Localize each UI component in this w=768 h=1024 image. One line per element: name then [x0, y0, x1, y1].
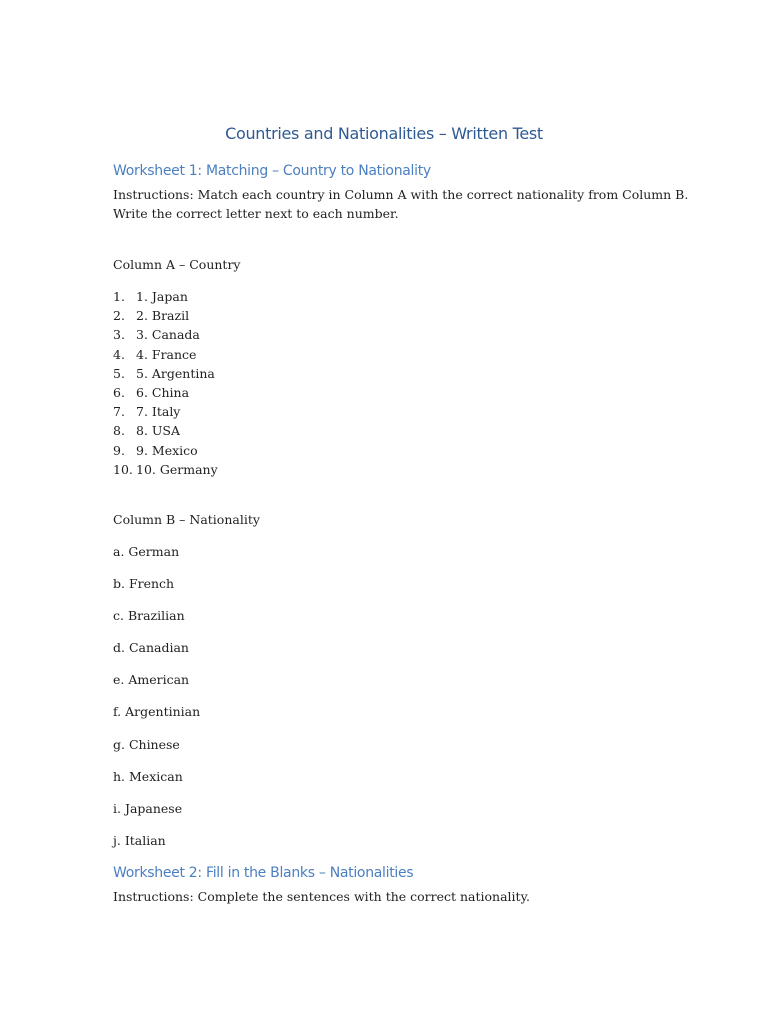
list-item: 7. 7. Italy — [113, 404, 181, 420]
list-item: i. Japanese — [113, 800, 183, 816]
list-item: j. Italian — [113, 832, 166, 848]
list-item: e. American — [113, 672, 190, 688]
nationality-list — [113, 542, 200, 863]
list-item: 9. 9. Mexico — [113, 442, 198, 458]
list-item: 2. 2. Brazil — [113, 308, 190, 324]
country-list — [113, 287, 218, 479]
list-item: 5. 5. Argentina — [113, 365, 215, 381]
worksheet1-instructions-line1: Instructions: Match each country in Column A with the correct nationality from Column B. — [113, 187, 689, 202]
worksheet1-instructions-line2: Write the correct letter next to each number. — [113, 206, 399, 221]
list-item: f. Argentinian — [113, 704, 201, 720]
document-title: Countries and Nationalities – Written Test — [225, 124, 543, 143]
list-item: 10. 10. Germany — [113, 461, 218, 477]
list-item: c. Brazilian — [113, 608, 185, 624]
column-a-label: Column A – Country — [113, 257, 241, 272]
list-item: 3. 3. Canada — [113, 327, 200, 343]
list-item: 4. 4. France — [113, 346, 197, 362]
list-item: 8. 8. USA — [113, 423, 181, 439]
list-item: b. French — [113, 576, 175, 592]
column-b-label: Column B – Nationality — [113, 512, 260, 527]
worksheet1-heading: Worksheet 1: Matching – Country to Nationality — [113, 163, 431, 179]
list-item: 1. 1. Japan — [113, 289, 188, 304]
worksheet2-instructions: Instructions: Complete the sentences with the correct nationality. — [113, 889, 530, 904]
list-item: h. Mexican — [113, 768, 183, 784]
list-item: g. Chinese — [113, 736, 180, 752]
worksheet2-heading: Worksheet 2: Fill in the Blanks – Nationalities — [113, 865, 414, 881]
list-item: d. Canadian — [113, 640, 189, 656]
list-item: 6. 6. China — [113, 384, 190, 400]
list-item: a. German — [113, 544, 180, 559]
